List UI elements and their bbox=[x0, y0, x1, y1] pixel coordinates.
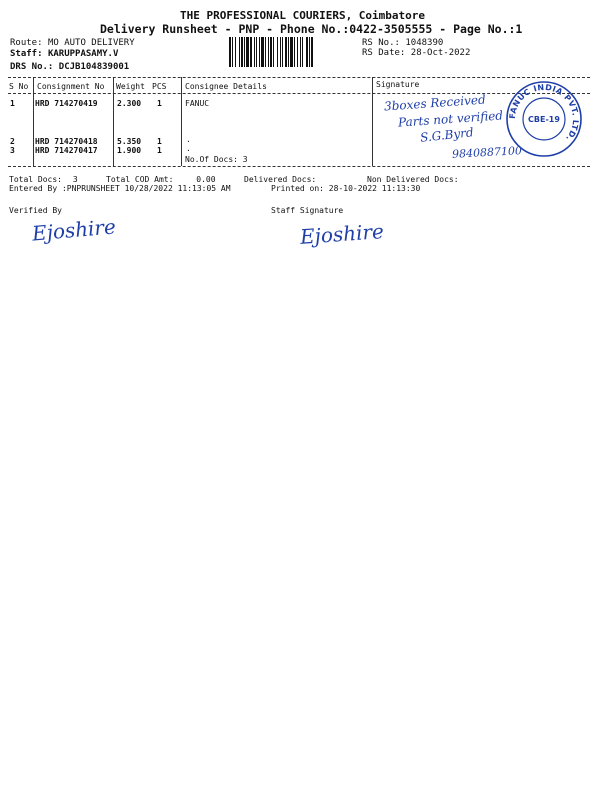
runsheet-title: Delivery Runsheet - PNP - Phone No.:0422-3505555 - Page No.:1 bbox=[100, 22, 523, 36]
total-docs-label: Total Docs: bbox=[9, 175, 62, 184]
drs-label: DRS No.: bbox=[10, 62, 54, 72]
col-divider bbox=[372, 77, 373, 166]
col-divider bbox=[181, 77, 182, 166]
col-header-consignment: Consignment No bbox=[37, 82, 105, 91]
table-cell-sno: 2 bbox=[10, 137, 15, 146]
table-header-rule bbox=[8, 93, 590, 94]
table-cell-pcs: 1 bbox=[157, 99, 162, 108]
table-cell-weight: 1.900 bbox=[117, 146, 142, 155]
barcode-bar bbox=[282, 37, 283, 67]
col-divider bbox=[33, 77, 34, 166]
totals-line bbox=[9, 175, 78, 184]
barcode-bar bbox=[294, 37, 295, 67]
table-cell-consignee: . bbox=[186, 144, 191, 153]
stamp-company-text: FANUC INDIA PVT. LTD. bbox=[507, 82, 581, 144]
barcode-bar bbox=[259, 37, 260, 67]
drs-value: DCJB104839001 bbox=[58, 62, 130, 72]
route-value: MO AUTO DELIVERY bbox=[47, 38, 135, 48]
route-line bbox=[10, 38, 135, 48]
barcode-bar bbox=[300, 37, 301, 67]
table-cell-weight: 2.300 bbox=[117, 99, 142, 108]
handwritten-note-received: 3boxes Received bbox=[383, 92, 487, 114]
route-label: Route: bbox=[10, 38, 43, 48]
col-header-pcs: PCS bbox=[152, 82, 167, 91]
handwritten-signature: S.G.Byrd bbox=[419, 125, 475, 145]
barcode-bar bbox=[306, 37, 308, 67]
handwritten-phone: 9840887100 bbox=[451, 144, 523, 161]
barcode-bar bbox=[246, 37, 249, 67]
col-header-signature: Signature bbox=[376, 80, 420, 89]
barcode-bar bbox=[302, 37, 303, 67]
staff-signature-label: Staff Signature bbox=[271, 206, 344, 215]
barcode-bar bbox=[265, 37, 266, 67]
barcode-bar bbox=[256, 37, 257, 67]
delivered-docs-label: Delivered Docs: bbox=[244, 175, 317, 184]
table-cell-pcs: 1 bbox=[157, 146, 162, 155]
rs-date-value: 28-Oct-2022 bbox=[410, 48, 471, 58]
col-header-consignee: Consignee Details bbox=[185, 82, 267, 91]
total-cod-label: Total COD Amt: bbox=[106, 175, 174, 184]
rs-date-line bbox=[362, 48, 470, 58]
company-title: THE PROFESSIONAL COURIERS, Coimbatore bbox=[180, 9, 426, 22]
barcode-bar bbox=[244, 37, 245, 67]
barcode-bar bbox=[297, 37, 298, 67]
verified-by-signature: Ejoshire bbox=[31, 214, 117, 246]
table-cell-pcs: 1 bbox=[157, 137, 162, 146]
col-header-weight: Weight bbox=[116, 82, 145, 91]
barcode-bar bbox=[290, 37, 293, 67]
table-cell-sno: 1 bbox=[10, 99, 15, 108]
staff-value: KARUPPASAMY.V bbox=[47, 49, 119, 59]
entered-by: Entered By :PNPRUNSHEET 10/28/2022 11:13:05 AM bbox=[9, 184, 231, 193]
barcode-bar bbox=[232, 37, 233, 67]
barcode-bar bbox=[254, 37, 255, 67]
no-of-docs: No.Of Docs: 3 bbox=[185, 155, 248, 164]
table-cell-sno: 3 bbox=[10, 146, 15, 155]
barcode-bar bbox=[288, 37, 289, 67]
barcode-bar bbox=[241, 37, 243, 67]
staff-label: Staff: bbox=[10, 49, 43, 59]
table-cell-consignee: . bbox=[186, 135, 191, 144]
table-bottom-rule bbox=[8, 166, 590, 167]
rs-no-line bbox=[362, 38, 443, 48]
barcode bbox=[229, 37, 356, 67]
rs-no-value: 1048390 bbox=[405, 38, 444, 48]
barcode-bar bbox=[280, 37, 281, 67]
total-cod bbox=[106, 175, 216, 184]
col-header-sno: S No bbox=[9, 82, 29, 91]
non-delivered-docs-label: Non Delivered Docs: bbox=[367, 175, 459, 184]
total-cod-value: 0.00 bbox=[196, 175, 216, 184]
total-docs-value: 3 bbox=[72, 175, 78, 184]
barcode-bar bbox=[270, 37, 272, 67]
staff-line bbox=[10, 49, 118, 59]
table-cell-consignee: FANUC bbox=[185, 99, 210, 108]
barcode-bar bbox=[309, 37, 310, 67]
table-cell-consignment: HRD 714270419 bbox=[35, 99, 98, 108]
barcode-bar bbox=[261, 37, 264, 67]
barcode-bar bbox=[285, 37, 287, 67]
staff-signature-mark: Ejoshire bbox=[299, 219, 385, 249]
table-cell-consignment: HRD 714270417 bbox=[35, 146, 98, 155]
barcode-bar bbox=[311, 37, 313, 67]
printed-on: Printed on: 28-10-2022 11:13:30 bbox=[271, 184, 421, 193]
table-top-rule bbox=[8, 77, 590, 78]
barcode-bar bbox=[235, 37, 236, 67]
barcode-bar bbox=[250, 37, 252, 67]
stamp-branch-text: CBE-19 bbox=[528, 115, 560, 124]
company-stamp bbox=[505, 80, 583, 158]
barcode-bar bbox=[268, 37, 269, 67]
rs-no-label: RS No.: bbox=[362, 38, 400, 48]
rs-date-label: RS Date: bbox=[362, 48, 406, 58]
handwritten-note-parts: Parts not verified bbox=[397, 108, 504, 130]
drs-line bbox=[10, 62, 129, 72]
col-divider bbox=[113, 77, 114, 166]
barcode-bar bbox=[277, 37, 278, 67]
verified-by-label: Verified By bbox=[9, 206, 62, 215]
table-cell-weight: 5.350 bbox=[117, 137, 142, 146]
barcode-bar bbox=[273, 37, 274, 67]
barcode-bar bbox=[229, 37, 231, 67]
table-cell-consignment: HRD 714270418 bbox=[35, 137, 98, 146]
barcode-bar bbox=[239, 37, 240, 67]
